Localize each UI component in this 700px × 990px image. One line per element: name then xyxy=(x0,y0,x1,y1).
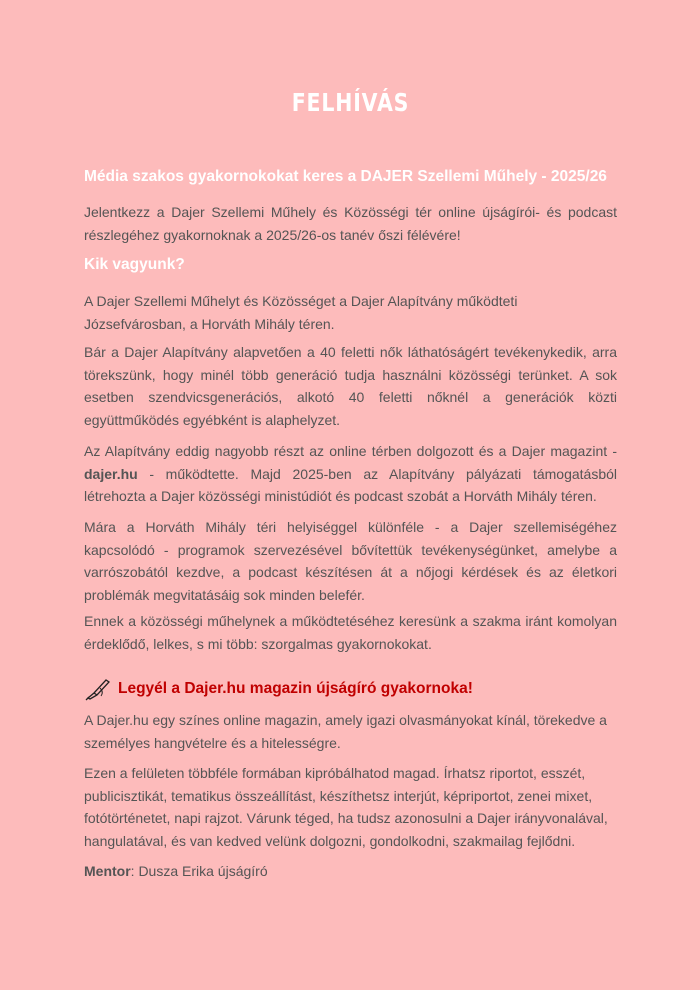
section-heading-who-we-are: Kik vagyunk? xyxy=(84,256,185,273)
paragraph-3-part-a: Az Alapítvány eddig nagyobb részt az online térben dolgozott és a Dajer magazint - xyxy=(84,443,617,459)
paragraph-2: Bár a Dajer Alapítvány alapvetően a 40 feletti nők láthatóságért tevékenykedik, arra törekszünk, hogy minél több generáció tudja használni közösségi terünket. A sok esetben szendvicsgenerációs, alkotó 40 feletti nőknél a generációk közti együttműködés egyébként is alaphelyzet. xyxy=(84,344,617,428)
page-title: FELHÍVÁS xyxy=(291,88,410,117)
paragraph-3-part-b: - működtette. Majd 2025-ben az Alapítvány pályázati támogatásból létrehozta a Dajer közösségi ministúdiót és podcast szobát a Horváth Mihály téren. xyxy=(84,465,617,504)
mentor-label: Mentor xyxy=(84,863,131,879)
paragraph-3 xyxy=(84,440,617,508)
intro-paragraph: Jelentkezz a Dajer Szellemi Műhely és Közösségi tér online újságírói- és podcast részlegéhez gyakornoknak a 2025/26-os tanév őszi félévére! xyxy=(84,204,617,243)
mentor-line xyxy=(84,860,617,883)
pen-icon xyxy=(84,676,112,702)
dajer-link[interactable]: dajer.hu xyxy=(84,465,138,482)
subtitle: Média szakos gyakornokokat keres a DAJER Szellemi Műhely - 2025/26 xyxy=(84,168,607,185)
section-heading-journalist xyxy=(84,676,473,702)
paragraph-5: Ennek a közösségi műhelynek a működtetéséhez keresünk a szakma iránt komolyan érdeklődő, lelkes, s mi több: szorgalmas gyakornokokat. xyxy=(84,613,617,652)
paragraph-1: A Dajer Szellemi Műhelyt és Közösséget a Dajer Alapítvány működteti Józsefvárosban, a Horváth Mihály téren. xyxy=(84,293,518,332)
paragraph-6: A Dajer.hu egy színes online magazin, amely igazi olvasmányokat kínál, törekedve a személyes hangvételre és a hitelességre. xyxy=(84,712,607,751)
paragraph-4: Mára a Horváth Mihály téri helyiséggel különféle - a Dajer szellemiségéhez kapcsolódó - programok szervezésével bővítettük tevékenységünket, amelybe a varrószobától kezdve, a podcast készítésen át a nőjogi kérdések és az életkori problémák megvitatásáig sok minden belefér. xyxy=(84,519,617,603)
paragraph-7: Ezen a felületen többféle formában kipróbálhatod magad. Írhatsz riportot, esszét, publicisztikát, tematikus összeállítást, készíthetsz interjút, képriportot, zenei mixet, fotótörténetet, napi rajzot. Várunk téged, ha tudsz azonosulni a Dajer irányvonalával, hangulatával, és van kedved velünk dolgozni, gondolkodni, szakmailag fejlődni. xyxy=(84,765,608,849)
journalist-heading-text: Legyél a Dajer.hu magazin újságíró gyakornoka! xyxy=(118,680,473,697)
mentor-value: : Dusza Erika újságíró xyxy=(130,863,268,879)
